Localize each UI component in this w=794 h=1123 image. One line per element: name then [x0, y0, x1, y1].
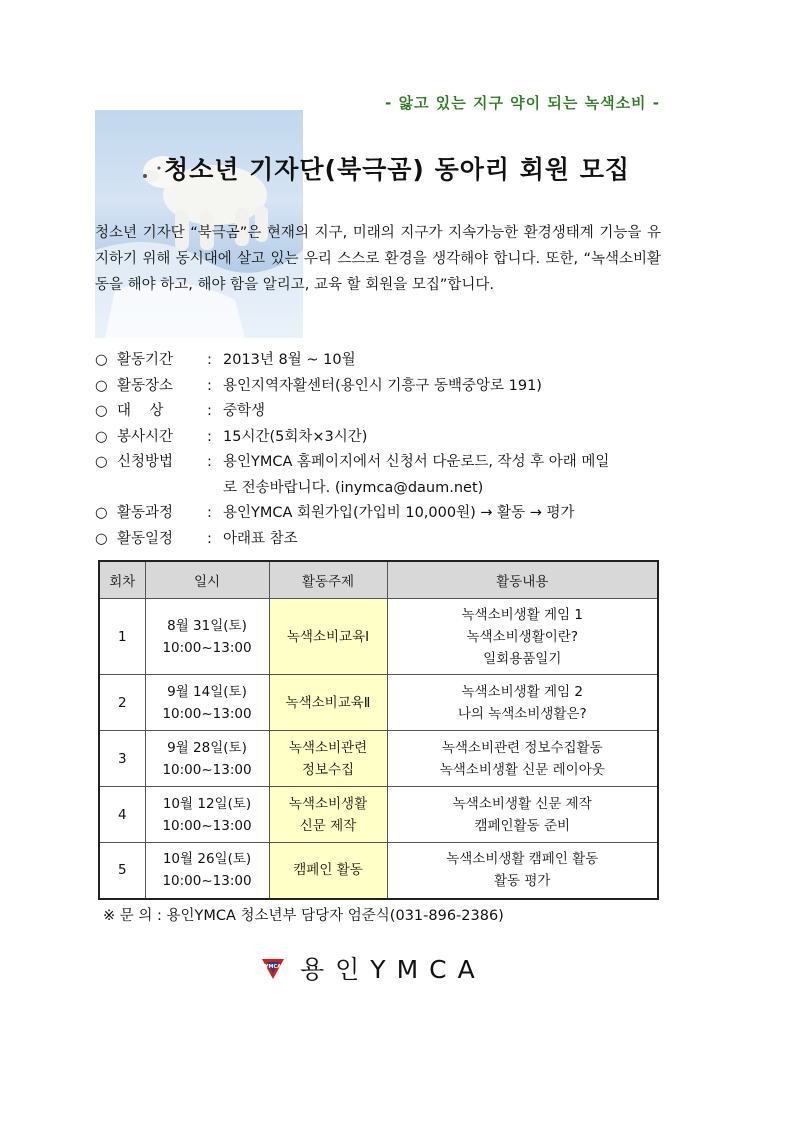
- session-date: 10월 26일(토): [162, 851, 252, 868]
- table-row: [99, 599, 658, 675]
- bullet-icon: ○: [95, 505, 108, 521]
- content-line: 녹색소비생활 캠페인 활동: [446, 851, 599, 868]
- info-label: 봉사시간: [117, 428, 174, 445]
- session-content: [387, 787, 658, 843]
- session-datetime: [145, 599, 269, 675]
- info-item: [95, 399, 665, 425]
- intro-paragraph: 청소년 기자단 “북극곰”은 현재의 지구, 미래의 지구가 지속가능한 환경생태계 기능을 유지하기 위해 동시대에 살고 있는 우리 스스로 환경을 생각해야 합니다. 또한, “녹색소비활동을 해야 하고, 해야 함을 알리고, 교육 할 회원을 모집”합니다.: [95, 225, 661, 293]
- table-row: [99, 675, 658, 731]
- info-value: 2013년 8월 ~ 10월: [223, 352, 356, 368]
- bullet-icon: ○: [95, 428, 108, 445]
- colon: :: [207, 403, 212, 419]
- session-date: 10월 12일(토): [162, 795, 252, 812]
- session-time: 10:00~13:00: [162, 761, 252, 778]
- info-item: [95, 425, 665, 451]
- topic-line: 캠페인 활동: [293, 862, 363, 879]
- session-time: 10:00~13:00: [162, 705, 252, 722]
- info-label: 활동과정: [117, 505, 174, 521]
- info-label: 활동기간: [117, 352, 174, 368]
- session-date: 9월 14일(토): [167, 683, 247, 700]
- session-date: 9월 28일(토): [167, 739, 247, 756]
- topic-line: 녹색소비관련: [288, 739, 368, 756]
- info-list: [95, 348, 665, 552]
- ymca-logo-icon: [260, 955, 286, 981]
- session-time: 10:00~13:00: [162, 817, 252, 834]
- page-title: 청소년 기자단(북극곰) 동아리 회원 모집: [163, 155, 631, 184]
- session-content: [387, 843, 658, 899]
- table-row: [99, 843, 658, 899]
- session-number: 2: [99, 675, 145, 731]
- session-number: 1: [99, 599, 145, 675]
- footer: [260, 950, 486, 986]
- info-value: 중학생: [223, 403, 266, 419]
- content-line: 캠페인활동 준비: [474, 817, 571, 834]
- table-row: [99, 787, 658, 843]
- content-line: 녹색소비생활 신문 레이아웃: [439, 761, 605, 778]
- colon: :: [207, 530, 212, 547]
- table-header-row: [99, 561, 658, 599]
- session-number: 4: [99, 787, 145, 843]
- column-header: 활동내용: [387, 561, 658, 599]
- session-content: [387, 599, 658, 675]
- bullet-icon: ○: [95, 352, 108, 368]
- info-value: 용인지역자활센터(용인시 기흥구 동백중앙로 191): [223, 377, 542, 394]
- session-content: [387, 731, 658, 787]
- info-item: [95, 348, 665, 374]
- info-label: 신청방법: [117, 454, 174, 470]
- column-header: 회차: [99, 561, 145, 599]
- content-line: 활동 평가: [494, 873, 551, 890]
- bullet-icon: ○: [95, 530, 108, 547]
- session-date: 8월 31일(토): [167, 617, 247, 634]
- session-time: 10:00~13:00: [162, 639, 252, 656]
- info-value-continued: 로 전송바랍니다. (inymca@daum.net): [223, 479, 484, 496]
- info-value: 용인YMCA 회원가입(가입비 10,000원) → 활동 → 평가: [223, 505, 575, 521]
- info-label: 활동일정: [117, 530, 174, 547]
- topic-line: 녹색소비교육Ⅰ: [286, 628, 370, 645]
- content-line: 일회용품일기: [483, 650, 562, 667]
- topic-line: 정보수집: [301, 761, 355, 778]
- organization-name: 용인YMCA: [300, 955, 486, 984]
- bullet-icon: ○: [95, 403, 108, 419]
- session-datetime: [145, 787, 269, 843]
- info-item: [95, 450, 665, 476]
- content-line: 녹색소비생활 게임 1: [461, 606, 583, 623]
- topic-line: 녹색소비생활: [288, 795, 368, 812]
- schedule-table: [98, 560, 659, 900]
- session-topic: [269, 787, 387, 843]
- colon: :: [207, 505, 212, 521]
- session-datetime: [145, 843, 269, 899]
- info-continuation: [95, 476, 665, 502]
- session-topic: [269, 599, 387, 675]
- slogan: - 앓고 있는 지구 약이 되는 녹색소비 -: [385, 94, 660, 112]
- session-number: 5: [99, 843, 145, 899]
- column-header: 일시: [145, 561, 269, 599]
- column-header: 활동주제: [269, 561, 387, 599]
- colon: :: [207, 428, 212, 445]
- content-line: 녹색소비생활 게임 2: [461, 683, 583, 700]
- info-item: [95, 527, 665, 553]
- content-line: 녹색소비생활이란?: [466, 628, 578, 645]
- session-topic: [269, 731, 387, 787]
- colon: :: [207, 352, 212, 368]
- content-line: 녹색소비생활 신문 제작: [452, 795, 592, 812]
- logo-text: YMCA: [264, 964, 282, 970]
- info-value: 15시간(5회차×3시간): [223, 428, 368, 445]
- info-label: 대 상: [117, 403, 164, 419]
- session-topic: [269, 843, 387, 899]
- bullet-icon: ○: [95, 454, 108, 470]
- topic-line: 신문 제작: [299, 817, 357, 834]
- session-datetime: [145, 675, 269, 731]
- session-time: 10:00~13:00: [162, 873, 252, 890]
- topic-line: 녹색소비교육Ⅱ: [285, 694, 371, 711]
- bullet-icon: ○: [95, 377, 108, 394]
- info-label: 활동장소: [117, 377, 174, 394]
- session-number: 3: [99, 731, 145, 787]
- content-line: 녹색소비관련 정보수집활동: [441, 739, 603, 756]
- colon: :: [207, 377, 212, 394]
- session-content: [387, 675, 658, 731]
- inquiry-contact: ※ 문 의 : 용인YMCA 청소년부 담당자 엄준식(031-896-2386): [103, 908, 504, 924]
- info-item: [95, 501, 665, 527]
- colon: :: [207, 454, 212, 470]
- info-value: 아래표 참조: [223, 530, 298, 547]
- session-topic: [269, 675, 387, 731]
- session-datetime: [145, 731, 269, 787]
- content-line: 나의 녹색소비생활은?: [457, 705, 587, 722]
- info-value: 용인YMCA 홈페이지에서 신청서 다운로드, 작성 후 아래 메일: [223, 454, 610, 470]
- info-item: [95, 374, 665, 400]
- table-row: [99, 731, 658, 787]
